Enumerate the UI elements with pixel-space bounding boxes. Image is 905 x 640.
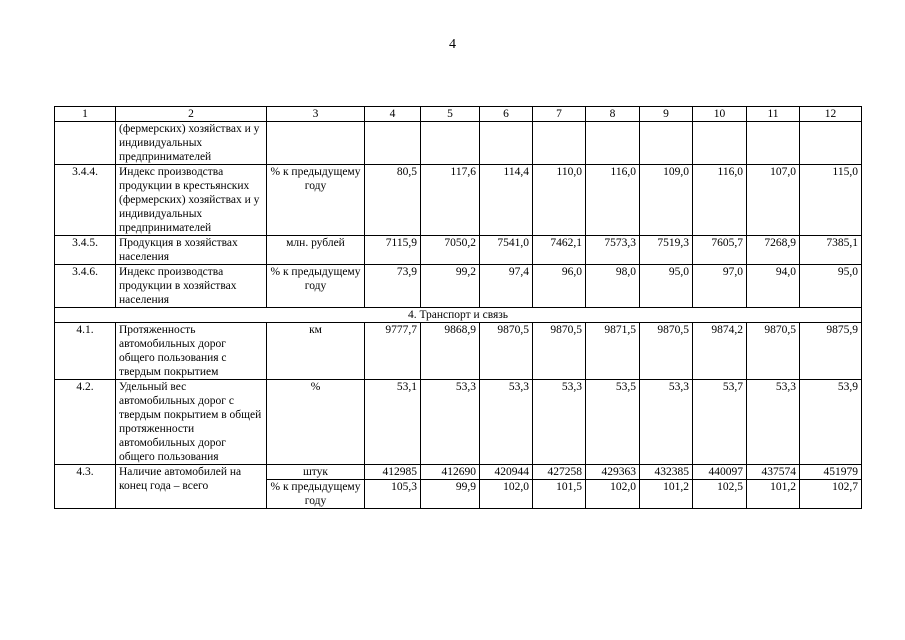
value-cell	[800, 122, 862, 165]
table-row	[55, 265, 862, 308]
value-cell: 7268,9	[747, 236, 800, 265]
value-cell: 114,4	[480, 165, 533, 236]
indicator-name: Удельный вес автомобильных дорог с твердым покрытием в общей протяженности автомобильных дорог общего пользования	[116, 380, 267, 465]
value-cell: 101,5	[533, 480, 586, 509]
unit-cell	[267, 122, 365, 165]
value-cell: 73,9	[365, 265, 421, 308]
value-cell	[533, 122, 586, 165]
value-cell	[480, 122, 533, 165]
value-cell: 116,0	[693, 165, 747, 236]
column-header: 5	[421, 107, 480, 122]
value-cell: 412985	[365, 465, 421, 480]
value-cell: 102,7	[800, 480, 862, 509]
indicator-number: 3.4.4.	[55, 165, 116, 236]
column-header: 10	[693, 107, 747, 122]
unit-cell: км	[267, 323, 365, 380]
value-cell: 420944	[480, 465, 533, 480]
section-row	[55, 308, 862, 323]
value-cell	[365, 122, 421, 165]
value-cell: 99,9	[421, 480, 480, 509]
column-header: 8	[586, 107, 640, 122]
value-cell: 53,5	[586, 380, 640, 465]
value-cell: 7462,1	[533, 236, 586, 265]
value-cell: 94,0	[747, 265, 800, 308]
indicator-name: Индекс производства продукции в хозяйствах населения	[116, 265, 267, 308]
value-cell: 53,9	[800, 380, 862, 465]
value-cell	[640, 122, 693, 165]
value-cell: 53,3	[421, 380, 480, 465]
value-cell: 9874,2	[693, 323, 747, 380]
table-row	[55, 380, 862, 465]
value-cell: 95,0	[800, 265, 862, 308]
unit-cell: млн. рублей	[267, 236, 365, 265]
value-cell: 9871,5	[586, 323, 640, 380]
column-header: 12	[800, 107, 862, 122]
value-cell: 117,6	[421, 165, 480, 236]
value-cell: 98,0	[586, 265, 640, 308]
value-cell: 7385,1	[800, 236, 862, 265]
value-cell: 9777,7	[365, 323, 421, 380]
value-cell: 437574	[747, 465, 800, 480]
value-cell: 9870,5	[747, 323, 800, 380]
value-cell: 9870,5	[640, 323, 693, 380]
value-cell	[586, 122, 640, 165]
indicator-number: 3.4.5.	[55, 236, 116, 265]
value-cell: 109,0	[640, 165, 693, 236]
value-cell: 7519,3	[640, 236, 693, 265]
value-cell: 101,2	[747, 480, 800, 509]
column-header: 9	[640, 107, 693, 122]
value-cell: 7541,0	[480, 236, 533, 265]
value-cell: 53,7	[693, 380, 747, 465]
unit-cell: % к предыдущему году	[267, 480, 365, 509]
indicator-number: 4.1.	[55, 323, 116, 380]
unit-cell: штук	[267, 465, 365, 480]
value-cell	[693, 122, 747, 165]
value-cell: 96,0	[533, 265, 586, 308]
unit-cell: % к предыдущему году	[267, 265, 365, 308]
table-row	[55, 465, 862, 480]
value-cell: 110,0	[533, 165, 586, 236]
value-cell: 429363	[586, 465, 640, 480]
section-title: 4. Транспорт и связь	[55, 308, 862, 323]
page-number: 4	[449, 37, 456, 52]
value-cell: 107,0	[747, 165, 800, 236]
value-cell: 9875,9	[800, 323, 862, 380]
value-cell: 7115,9	[365, 236, 421, 265]
column-header: 3	[267, 107, 365, 122]
value-cell: 53,3	[480, 380, 533, 465]
column-header: 4	[365, 107, 421, 122]
indicator-name: Продукция в хозяйствах населения	[116, 236, 267, 265]
value-cell: 80,5	[365, 165, 421, 236]
value-cell: 95,0	[640, 265, 693, 308]
table-row	[55, 122, 862, 165]
indicator-name: Протяженность автомобильных дорог общего пользования с твердым покрытием	[116, 323, 267, 380]
value-cell: 115,0	[800, 165, 862, 236]
value-cell: 412690	[421, 465, 480, 480]
table-row	[55, 323, 862, 380]
value-cell: 9868,9	[421, 323, 480, 380]
column-header: 2	[116, 107, 267, 122]
value-cell	[421, 122, 480, 165]
indicator-name: (фермерских) хозяйствах и у индивидуальных предпринимателей	[116, 122, 267, 165]
unit-cell: % к предыдущему году	[267, 165, 365, 236]
value-cell: 7050,2	[421, 236, 480, 265]
value-cell: 53,3	[640, 380, 693, 465]
indicator-name: Индекс производства продукции в крестьянских (фермерских) хозяйствах и у индивидуальных предпринимателей	[116, 165, 267, 236]
column-header: 7	[533, 107, 586, 122]
indicator-number: 4.3.	[55, 465, 116, 509]
table-row	[55, 165, 862, 236]
value-cell: 53,1	[365, 380, 421, 465]
column-header: 6	[480, 107, 533, 122]
value-cell: 432385	[640, 465, 693, 480]
value-cell: 7605,7	[693, 236, 747, 265]
column-header: 11	[747, 107, 800, 122]
value-cell: 102,0	[586, 480, 640, 509]
unit-cell: %	[267, 380, 365, 465]
value-cell: 451979	[800, 465, 862, 480]
value-cell: 427258	[533, 465, 586, 480]
column-header: 1	[55, 107, 116, 122]
value-cell: 440097	[693, 465, 747, 480]
value-cell: 101,2	[640, 480, 693, 509]
indicator-number: 4.2.	[55, 380, 116, 465]
value-cell: 102,0	[480, 480, 533, 509]
value-cell: 99,2	[421, 265, 480, 308]
indicator-number: 3.4.6.	[55, 265, 116, 308]
statistics-table	[54, 106, 862, 509]
value-cell: 9870,5	[480, 323, 533, 380]
value-cell: 102,5	[693, 480, 747, 509]
value-cell: 53,3	[747, 380, 800, 465]
value-cell: 116,0	[586, 165, 640, 236]
table-header-row	[55, 107, 862, 122]
value-cell: 7573,3	[586, 236, 640, 265]
indicator-number	[55, 122, 116, 165]
value-cell	[747, 122, 800, 165]
indicator-name: Наличие автомобилей на конец года – всего	[116, 465, 267, 509]
value-cell: 9870,5	[533, 323, 586, 380]
value-cell: 97,0	[693, 265, 747, 308]
value-cell: 97,4	[480, 265, 533, 308]
value-cell: 105,3	[365, 480, 421, 509]
value-cell: 53,3	[533, 380, 586, 465]
table-row	[55, 236, 862, 265]
